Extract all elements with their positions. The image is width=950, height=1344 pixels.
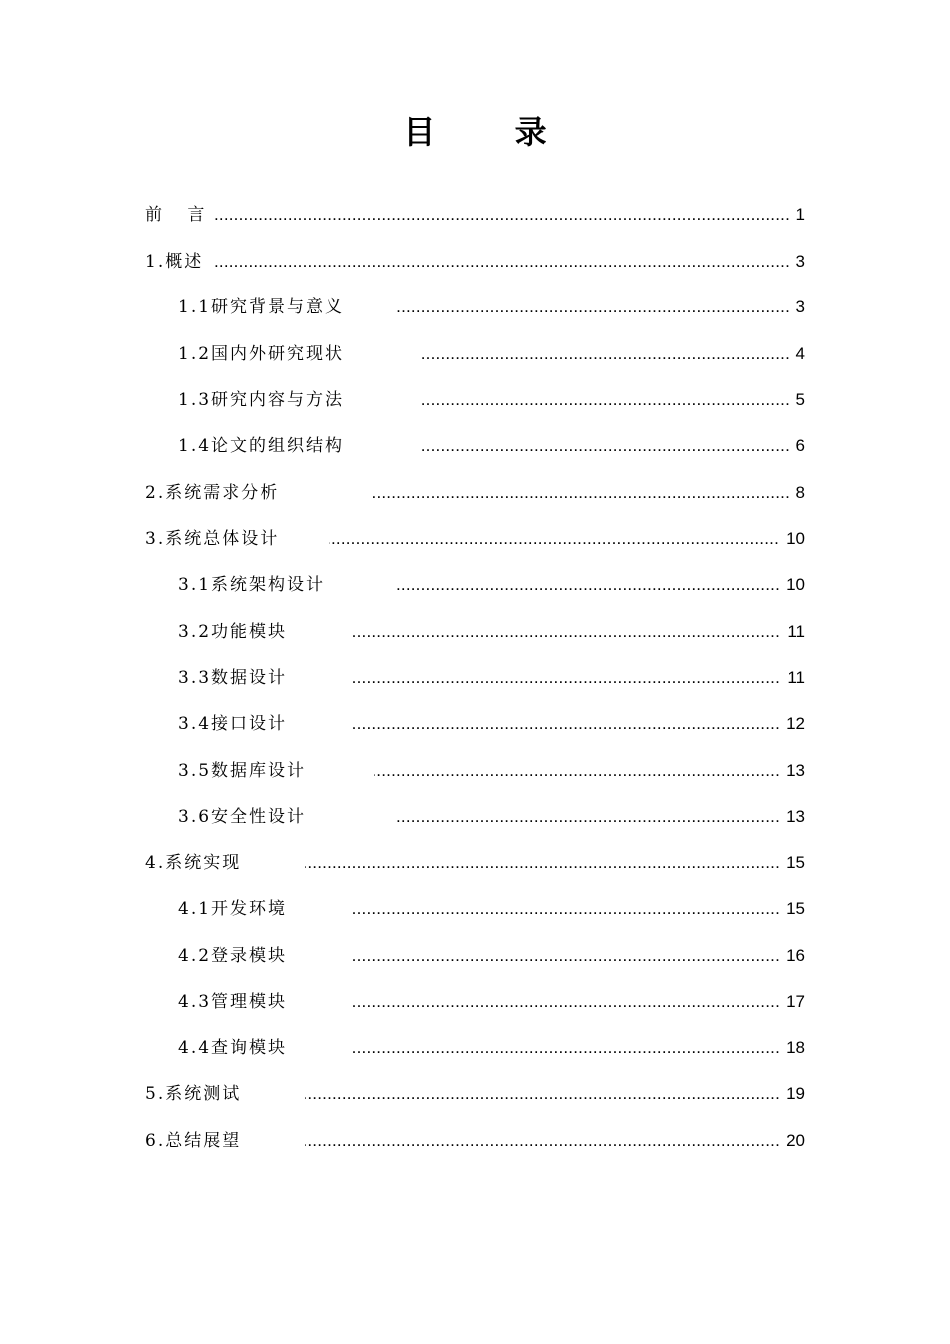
toc-entry-page: 3 [795, 252, 805, 271]
toc-entry[interactable] [178, 293, 805, 321]
toc-entry-label: 4.1开发环境 [178, 899, 288, 919]
toc-entry[interactable] [178, 895, 805, 923]
toc-leader-dots [215, 201, 790, 229]
toc-entry-label: 3.5数据库设计 [178, 761, 307, 781]
toc-entry-page: 13 [786, 807, 805, 826]
toc-entry[interactable] [178, 757, 805, 785]
toc-entry[interactable] [178, 386, 805, 414]
toc-entry[interactable] [145, 201, 805, 229]
toc-leader-dots [351, 988, 780, 1016]
toc-entry-page: 4 [795, 344, 805, 363]
toc-leader-dots [351, 942, 780, 970]
toc-entry-label: 5.系统测试 [145, 1084, 242, 1104]
toc-leader-dots [397, 293, 790, 321]
toc-entry-label: 3.2功能模块 [178, 622, 288, 642]
toc-entry-page: 12 [786, 714, 805, 733]
toc-title: 目 录 [403, 113, 581, 151]
toc-entry[interactable] [178, 1034, 805, 1062]
toc-entry-label: 前 言 [145, 205, 215, 225]
toc-entry-page: 18 [786, 1038, 805, 1057]
toc-entry-label: 4.系统实现 [145, 853, 242, 873]
toc-entry-page: 20 [786, 1131, 805, 1150]
toc-entry-label: 3.3数据设计 [178, 668, 288, 688]
toc-entry-page: 10 [786, 575, 805, 594]
toc-entry[interactable] [178, 803, 805, 831]
toc-leader-dots [351, 895, 780, 923]
toc-entry[interactable] [178, 664, 805, 692]
toc-entry-label: 1.4论文的组织结构 [178, 436, 345, 456]
toc-entry[interactable] [145, 479, 805, 507]
toc-entry-page: 19 [786, 1084, 805, 1103]
toc-entry-page: 15 [786, 899, 805, 918]
toc-entry-label: 3.4接口设计 [178, 714, 288, 734]
toc-entry[interactable] [178, 988, 805, 1016]
toc-leader-dots [351, 1034, 780, 1062]
toc-leader-dots [420, 432, 790, 460]
toc-entry[interactable] [178, 432, 805, 460]
toc-entry[interactable] [178, 618, 805, 646]
toc-entry-label: 6.总结展望 [145, 1131, 242, 1151]
toc-leader-dots [329, 525, 779, 553]
toc-entry-page: 13 [786, 761, 805, 780]
toc-entry[interactable] [145, 525, 805, 553]
toc-leader-dots [305, 849, 780, 877]
toc-entry-page: 11 [787, 668, 805, 687]
toc-entry-label: 3.1系统架构设计 [178, 575, 326, 595]
toc-entry-page: 15 [786, 853, 805, 872]
toc-entry[interactable] [145, 849, 805, 877]
toc-entry-page: 3 [795, 297, 805, 316]
toc-entry[interactable] [178, 571, 805, 599]
toc-entry-label: 1.概述 [145, 252, 204, 272]
toc-entry[interactable] [178, 942, 805, 970]
toc-leader-dots [397, 803, 780, 831]
toc-entry-label: 1.2国内外研究现状 [178, 344, 345, 364]
toc-entry[interactable] [178, 710, 805, 738]
toc-leader-dots [305, 1127, 780, 1155]
toc-entry-page: 17 [786, 992, 805, 1011]
toc-leader-dots [351, 618, 780, 646]
toc-entry-label: 4.4查询模块 [178, 1038, 288, 1058]
toc-entry-label: 4.3管理模块 [178, 992, 288, 1012]
toc-leader-dots [397, 571, 780, 599]
toc-entry-label: 3.系统总体设计 [145, 529, 280, 549]
toc-entry-page: 11 [787, 622, 805, 641]
toc-entry-page: 10 [786, 529, 805, 548]
toc-leader-dots [305, 1080, 780, 1108]
toc-entry-label: 3.6安全性设计 [178, 807, 307, 827]
toc-entry-page: 8 [795, 483, 805, 502]
toc-entry[interactable] [145, 1080, 805, 1108]
toc-entry-label: 1.1研究背景与意义 [178, 297, 345, 317]
toc-leader-dots [351, 710, 780, 738]
toc-leader-dots [420, 340, 790, 368]
toc-entry-page: 16 [786, 946, 805, 965]
toc-entry-label: 4.2登录模块 [178, 946, 288, 966]
toc-entry[interactable] [178, 340, 805, 368]
toc-entry-label: 1.3研究内容与方法 [178, 390, 345, 410]
toc-entry[interactable] [145, 1127, 805, 1155]
toc-leader-dots [215, 248, 790, 276]
toc-leader-dots [351, 664, 780, 692]
toc-entry[interactable] [145, 248, 805, 276]
toc-leader-dots [420, 386, 790, 414]
toc-leader-dots [374, 757, 780, 785]
toc-leader-dots [370, 479, 790, 507]
toc-entry-page: 5 [795, 390, 805, 409]
toc-entry-page: 1 [795, 205, 805, 224]
toc-entry-page: 6 [795, 436, 805, 455]
toc-entry-label: 2.系统需求分析 [145, 483, 280, 503]
